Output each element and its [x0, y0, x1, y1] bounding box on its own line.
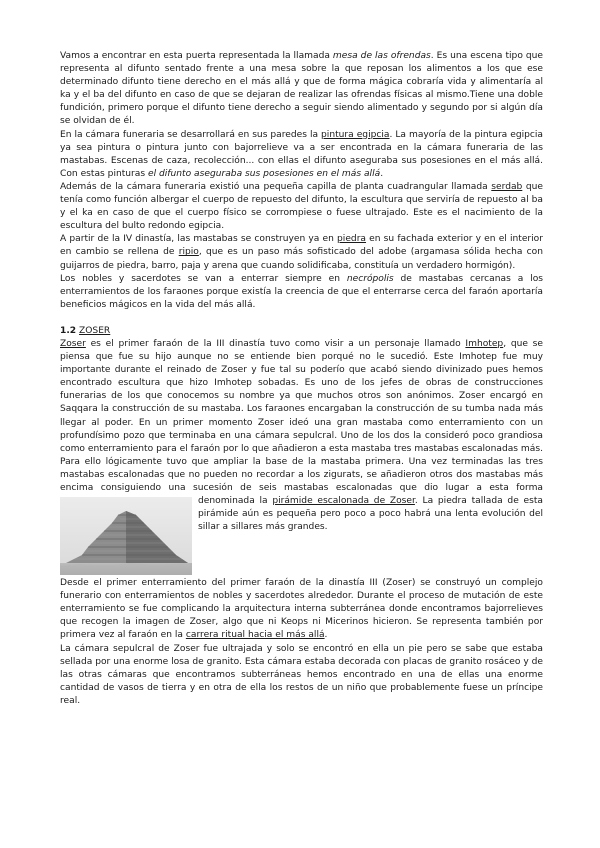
emphasis-posesiones: el difunto aseguraba sus posesiones en el más allá: [148, 168, 381, 179]
paragraph-funerary-chamber: En la cámara funeraria se desarrollará en sus paredes la pintura egipcia. La mayoría de la pintura egipcia ya sea pintura o pintura junto con bajorrelieve va a ser encontrada en la cámara funeraria de las mastabas. Escenas de caza, recolección... con ellas el difunto aseguraba sus posesiones en el más allá. Con estas pinturas el difunto aseguraba sus posesiones en el más allá.: [60, 129, 543, 179]
link-carrera-ritual[interactable]: carrera ritual hacia el más allá: [185, 630, 325, 641]
link-ripio[interactable]: ripio: [178, 247, 199, 258]
link-pintura-egipcia[interactable]: pintura egipcia: [321, 129, 390, 140]
link-zoser[interactable]: Zoser: [60, 338, 86, 349]
step-pyramid-photo: [60, 497, 192, 575]
link-serdab[interactable]: serdab: [491, 181, 523, 192]
paragraph-burial-chamber: La cámara sepulcral de Zoser fue ultrajada y solo se encontró en ella un pie pero se sabe que estaba sellada por una enorme losa de granito. Esta cámara estaba decorada con placas de granito rosáceo y de las otras cámaras que encontramos subterráneas hemos encontrado en una de ellas una enorme cantidad de vasos de tierra y en otra de ella los restos de un niño que probablemente fuese un príncipe real.: [60, 643, 543, 706]
document-page: [60, 50, 543, 708]
term-mesa-ofrendas: mesa de las ofrendas: [332, 51, 431, 61]
paragraph-serdab: Además de la cámara funeraria existió una pequeña capilla de planta cuadrangular llamada serdab que tenía como función albergar el cuerpo de repuesto del difunto, la escultura que serviría de repuesto al ba y el ka en caso de que el cuerpo físico se corrompiese o fuese ultrajado. Este es el nacimiento de la escultura del bulto redondo egipcia.: [60, 181, 543, 232]
section-heading: [60, 325, 543, 338]
paragraph-zoser: Zoser es el primer faraón de la III dinastía tuvo como visir a un personaje llamado Imhotep, que se piensa que fue su hijo aunque no se entiende bien porqué no le sucedió. Este Imhotep fue muy importante durante el reinado de Zoser y fue tal su poderío que acabó siendo divinizado pues hemos encontrado escultura que hizo Imhotep sobadas. Es uno de los jefes de obras de construcciones funerarias de los que conocemos su nombre ya que muchos otros son anónimos. Zoser encargó en Saqqara la construcción de su mastaba. Los faraones encargaban la construcción de su tumba nada más llegar al poder. En un primer momento Zoser ideó una gran mastaba como enterramiento con un profundísimo pozo que terminaba en una cámara sepulcral. Uno de los dos la consideró poco grandiosa como enterramiento para el faraón por lo que añadieron a esta mastaba tres mastabas escalonadas más. Para ello lógicamente tuvo que ampliar la base de la mastaba primera. Una vez terminadas las tres mastabas escalonadas que no pueden no recordar a los zigurats, se añadieron otros dos mastabas más encima consiguiendo una sucesión de seis mastabas escalonadas que dio lugar a esta forma denominada la pirámide escalonada de Zoser. La piedra tallada de esta pirámide aún es pequeña pero poco a poco habrá una lenta evolución del sillar a sillares más grandes.: [60, 338, 543, 534]
section-number: 1.2: [60, 325, 77, 336]
link-piedra[interactable]: piedra: [337, 234, 367, 245]
link-imhotep[interactable]: Imhotep: [465, 338, 504, 349]
section-title-link[interactable]: ZOSER: [79, 325, 111, 336]
paragraph-fourth-dynasty: A partir de la IV dinastía, las mastabas se construyen ya en piedra en su fachada exterior y en el interior en cambio se rellena de ripio, que es un paso más sofisticado del adobe (argamasa sólida hecha con guijarros de piedra, barro, paja y arena que cuando solidificaba, constituía un verdadero hormigón).: [60, 234, 543, 271]
paragraph-offering-table: Vamos a encontrar en esta puerta representada la llamada mesa de las ofrendas. Es una escena tipo que representa al difunto sentado frente a una mesa sobre la que reposan los alimentos a los que ese determinado difunto tiene derecho en el más allá y que de forma mágica cobraría vida y alimentaría al ka y el ba del difunto en caso de que se dejaran de realizar las ofrendas físicas al mismo.Tiene una doble fundición, primero porque el difunto tiene derecho a seguir siendo alimentado y segundo por si algún día se olvidan de él.: [60, 51, 544, 127]
link-piramide-escalonada[interactable]: pirámide escalonada de Zoser: [272, 496, 415, 507]
term-necropolis: necrópolis: [346, 273, 394, 284]
paragraph-nobles: Los nobles y sacerdotes se van a enterrar siempre en necrópolis de mastabas cercanas a los enterramientos de los faraones porque existía la creencia de que el enterrarse cerca del faraón aportaría beneficios mágicos en la vida del más allá.: [60, 273, 543, 310]
paragraph-funerary-complex: Desde el primer enterramiento del primer faraón de la dinastía III (Zoser) se construyó un complejo funerario con enterramientos de nobles y sacerdotes alrededor. Durante el proceso de mutación de este enterramiento se fue complicando la arquitectura interna subterránea donde encontramos bajorrelieves que recogen la imagen de Zoser, algo que ni Keops ni Micerinos hicieron. Se representa también por primera vez al faraón en la carrera ritual hacia el más allá.: [60, 578, 543, 641]
